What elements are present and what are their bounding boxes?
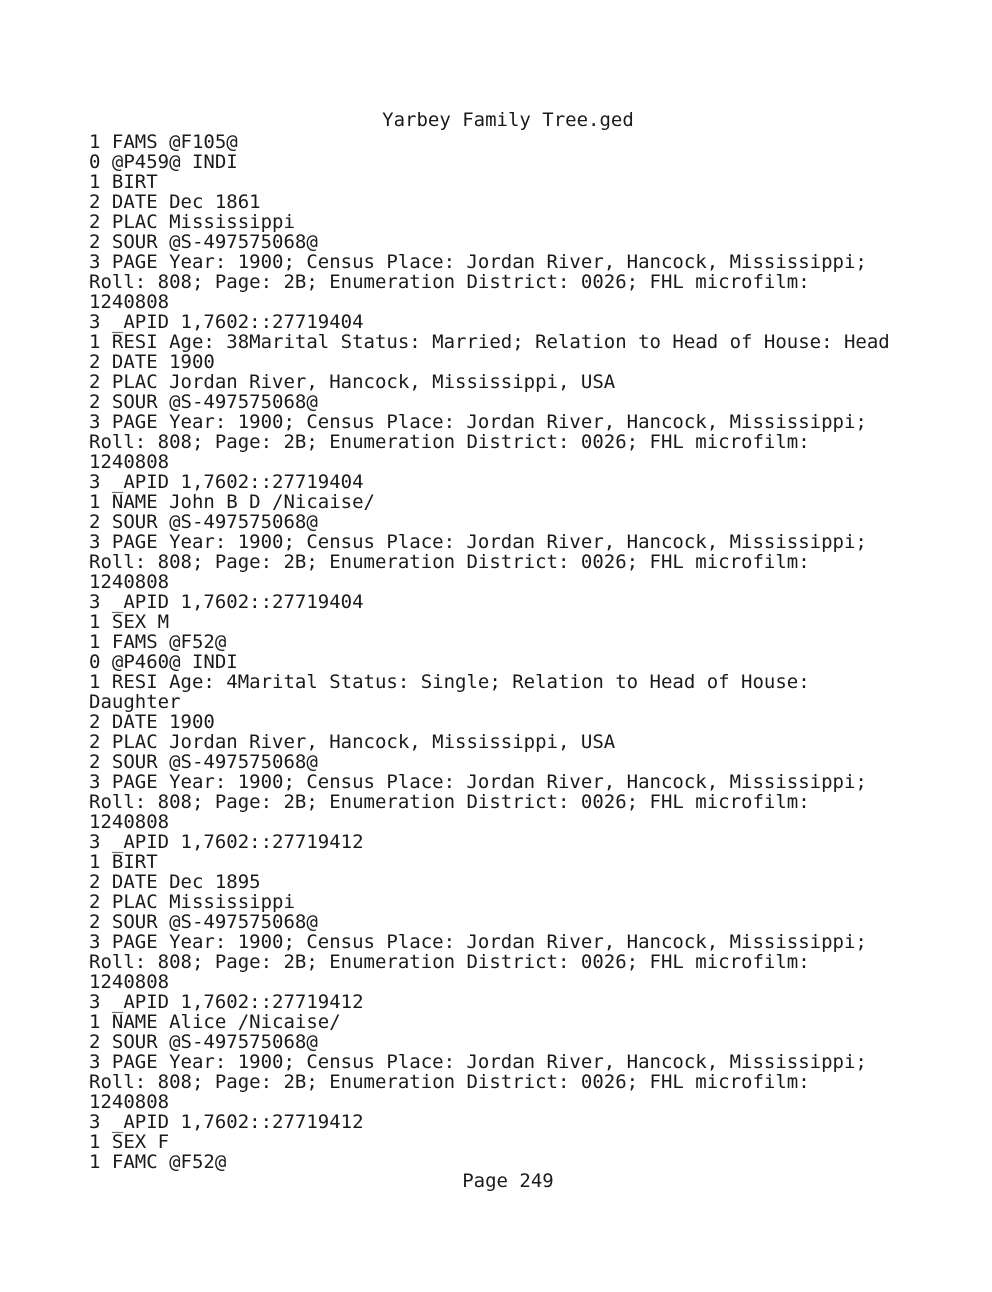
- document-line: 1 BIRT: [89, 851, 158, 873]
- document-line: 2 PLAC Jordan River, Hancock, Mississippi, USA: [89, 731, 616, 753]
- document-line: 2 SOUR @S-497575068@: [89, 911, 318, 933]
- document-line: 2 SOUR @S-497575068@: [89, 511, 318, 533]
- page-title: Yarbey Family Tree.ged: [382, 109, 634, 131]
- document-line: 1 FAMS @F52@: [89, 631, 227, 653]
- page-number: Page 249: [462, 1170, 554, 1192]
- document-line: 1 FAMC @F52@: [89, 1151, 227, 1173]
- document-line: 2 SOUR @S-497575068@: [89, 391, 318, 413]
- document-line: 2 DATE Dec 1861: [89, 191, 261, 213]
- document-line: 1 NAME John B D /Nicaise/: [89, 491, 375, 513]
- document-line: 2 PLAC Jordan River, Hancock, Mississippi, USA: [89, 371, 616, 393]
- document-line: Roll: 808; Page: 2B; Enumeration District: 0026; FHL microfilm:: [89, 431, 810, 453]
- document-line: 3 _APID 1,7602::27719412: [89, 1111, 364, 1133]
- document-line: 3 _APID 1,7602::27719404: [89, 591, 364, 613]
- document-line: 1240808: [89, 571, 170, 593]
- document-line: 1240808: [89, 971, 170, 993]
- document-line: 1240808: [89, 811, 170, 833]
- document-line: 3 PAGE Year: 1900; Census Place: Jordan River, Hancock, Mississippi;: [89, 931, 867, 953]
- document-line: Roll: 808; Page: 2B; Enumeration District: 0026; FHL microfilm:: [89, 791, 810, 813]
- document-line: Roll: 808; Page: 2B; Enumeration District: 0026; FHL microfilm:: [89, 551, 810, 573]
- document-line: 1240808: [89, 1091, 170, 1113]
- document-line: 2 SOUR @S-497575068@: [89, 751, 318, 773]
- document-line: 2 PLAC Mississippi: [89, 211, 295, 233]
- document-line: 1 FAMS @F105@: [89, 131, 238, 153]
- document-line: 1 RESI Age: 4Marital Status: Single; Relation to Head of House:: [89, 671, 810, 693]
- document-line: 1240808: [89, 291, 170, 313]
- document-line: 1 NAME Alice /Nicaise/: [89, 1011, 341, 1033]
- document-line: 1 RESI Age: 38Marital Status: Married; Relation to Head of House: Head: [89, 331, 890, 353]
- document-line: Daughter: [89, 691, 181, 713]
- document-line: 3 PAGE Year: 1900; Census Place: Jordan River, Hancock, Mississippi;: [89, 411, 867, 433]
- document-line: 2 DATE 1900: [89, 351, 215, 373]
- document-body: [89, 132, 969, 1172]
- document-line: 2 DATE 1900: [89, 711, 215, 733]
- document-line: Roll: 808; Page: 2B; Enumeration District: 0026; FHL microfilm:: [89, 271, 810, 293]
- document-line: 1 SEX M: [89, 611, 170, 633]
- document-line: Roll: 808; Page: 2B; Enumeration District: 0026; FHL microfilm:: [89, 1071, 810, 1093]
- document-line: 2 SOUR @S-497575068@: [89, 1031, 318, 1053]
- document-line: 2 PLAC Mississippi: [89, 891, 295, 913]
- document-line: 3 PAGE Year: 1900; Census Place: Jordan River, Hancock, Mississippi;: [89, 531, 867, 553]
- document-line: 2 DATE Dec 1895: [89, 871, 261, 893]
- document-line: 3 _APID 1,7602::27719404: [89, 311, 364, 333]
- document-line: 3 PAGE Year: 1900; Census Place: Jordan River, Hancock, Mississippi;: [89, 1051, 867, 1073]
- document-line: 3 _APID 1,7602::27719404: [89, 471, 364, 493]
- document-line: 3 PAGE Year: 1900; Census Place: Jordan River, Hancock, Mississippi;: [89, 771, 867, 793]
- document-line: 2 SOUR @S-497575068@: [89, 231, 318, 253]
- document-line: 0 @P459@ INDI: [89, 151, 238, 173]
- document-line: 3 _APID 1,7602::27719412: [89, 991, 364, 1013]
- document-line: 0 @P460@ INDI: [89, 651, 238, 673]
- document-line: 1240808: [89, 451, 170, 473]
- document-line: 1 SEX F: [89, 1131, 170, 1153]
- document-line: 3 PAGE Year: 1900; Census Place: Jordan River, Hancock, Mississippi;: [89, 251, 867, 273]
- document-line: Roll: 808; Page: 2B; Enumeration District: 0026; FHL microfilm:: [89, 951, 810, 973]
- document-line: 1 BIRT: [89, 171, 158, 193]
- document-line: 3 _APID 1,7602::27719412: [89, 831, 364, 853]
